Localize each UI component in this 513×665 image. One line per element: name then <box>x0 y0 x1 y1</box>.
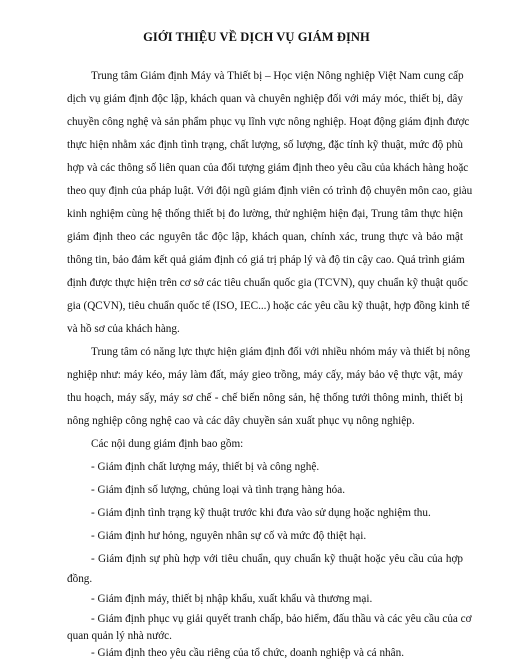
paragraph-line: theo quy định của pháp luật. Với đội ngũ giám định viên có trình độ chuyên môn cao, giàu <box>67 185 473 197</box>
paragraph-line: kinh nghiệm cùng hệ thống thiết bị đo lường, thử nghiệm hiện đại, Trung tâm thực hiện <box>67 208 463 220</box>
paragraph-line: gia (QCVN), tiêu chuẩn quốc tế (ISO, IEC...) hoặc các yêu cầu kỹ thuật, hợp đồng kinh tế <box>67 300 470 312</box>
paragraph-line: chuyền công nghệ và sản phẩm phục vụ lĩnh vực nông nghiệp. Hoạt động giám định được <box>67 116 470 128</box>
page-title: GIỚI THIỆU VỀ DỊCH VỤ GIÁM ĐỊNH <box>143 30 370 44</box>
paragraph-line: Trung tâm có năng lực thực hiện giám định đối với nhiều nhóm máy và thiết bị nông <box>91 346 470 358</box>
paragraph-line: nghiệp như: máy kéo, máy làm đất, máy gieo trồng, máy cấy, máy bảo vệ thực vật, máy <box>67 369 463 381</box>
paragraph-line: định được thực hiện trên cơ sở các tiêu chuẩn quốc gia (TCVN), quy chuẩn kỹ thuật quốc <box>67 277 468 289</box>
paragraph-line: nông nghiệp công nghệ cao và các dây chuyền sản xuất phục vụ nông nghiệp. <box>67 415 415 427</box>
list-item: - Giám định hư hỏng, nguyên nhân sự cố và mức độ thiệt hại. <box>91 530 367 542</box>
list-item-continuation: đồng. <box>67 573 93 585</box>
paragraph-line: Kết quả giám định được thể hiện dưới dạng Chứng thư giám định hoặc Báo cáo giám <box>67 659 463 660</box>
list-item: - Giám định số lượng, chủng loại và tình trạng hàng hóa. <box>91 484 346 496</box>
paragraph-line: thu hoạch, máy sấy, máy sơ chế - chế biến nông sản, hệ thống tưới thông minh, thiết bị <box>67 392 463 404</box>
paragraph-line: định, phản ánh trung thực hiện trạng và kết quả đánh giá của đối tượng giám định tại thời <box>67 662 463 663</box>
paragraph-line: và hồ sơ của khách hàng. <box>67 323 180 335</box>
paragraph-line: dịch vụ giám định độc lập, khách quan và chuyên nghiệp đối với máy móc, thiết bị, dây <box>67 93 463 105</box>
list-intro: Các nội dung giám định bao gồm: <box>91 438 244 450</box>
paragraph-line: giám định theo các nguyên tắc độc lập, khách quan, chính xác, trung thực và bảo mật <box>67 231 463 243</box>
list-item: - Giám định máy, thiết bị nhập khẩu, xuất khẩu và thương mại. <box>91 593 373 605</box>
paragraph-line: Trung tâm Giám định Máy và Thiết bị – Học viện Nông nghiệp Việt Nam cung cấp <box>91 70 464 82</box>
paragraph-line: thực hiện nhằm xác định tình trạng, chất lượng, số lượng, đặc tính kỹ thuật, mức độ phù <box>67 139 463 151</box>
paragraph-line: hợp và các thông số liên quan của đối tượng giám định theo yêu cầu của khách hàng hoặc <box>67 162 469 174</box>
list-item: - Giám định chất lượng máy, thiết bị và công nghệ. <box>91 461 320 473</box>
list-item: - Giám định tình trạng kỹ thuật trước khi đưa vào sử dụng hoặc nghiệm thu. <box>91 507 431 519</box>
list-item: - Giám định sự phù hợp với tiêu chuẩn, quy chuẩn kỹ thuật hoặc yêu cầu của hợp <box>91 553 463 565</box>
list-item-continuation: quan quản lý nhà nước. <box>67 630 172 642</box>
list-item: - Giám định phục vụ giải quyết tranh chấp, bảo hiểm, đấu thầu và các yêu cầu của cơ <box>91 613 472 625</box>
paragraph-line: thông tin, bảo đảm kết quả giám định có giá trị pháp lý và độ tin cậy cao. Quá trình giám <box>67 254 465 266</box>
list-item: - Giám định theo yêu cầu riêng của tổ chức, doanh nghiệp và cá nhân. <box>91 647 404 659</box>
